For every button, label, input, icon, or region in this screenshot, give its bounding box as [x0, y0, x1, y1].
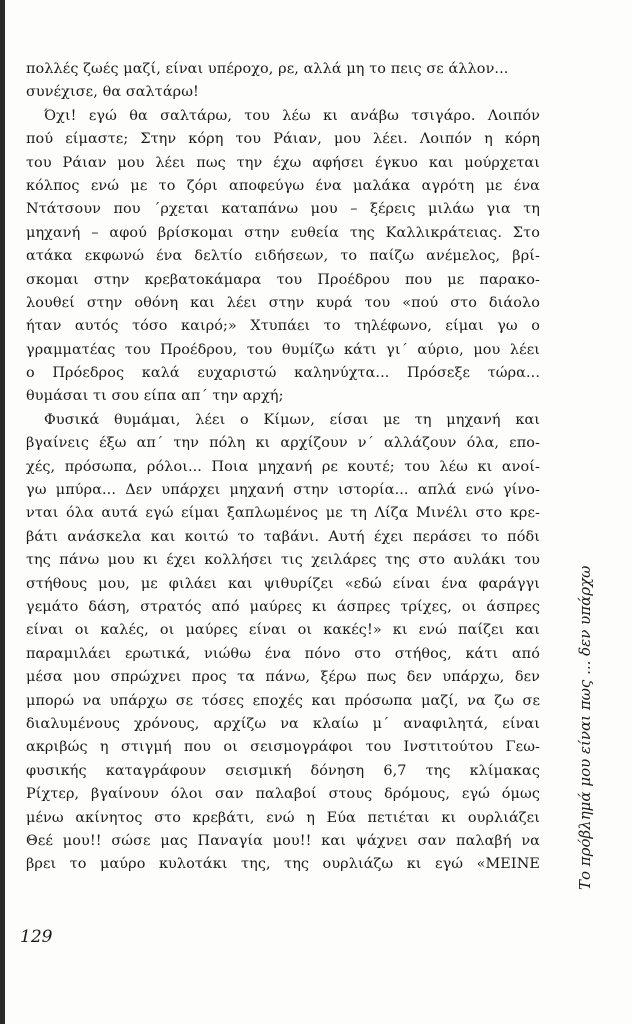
text-line: Ρίχτερ, βγαίνουν όλοι σαν παλαβοί στους δρόμους, εγώ όμως: [26, 786, 540, 803]
text-line: ο Πρόεδρος καλά ευχαριστώ καληνύχτα... Πρόσεξε τώρα...: [26, 365, 540, 382]
text-line: είναι οι καλές, οι μαύρες είναι οι κακές!» κι ενώ παίζει και: [26, 622, 540, 639]
text-line: Θεέ μου!! σώσε μας Παναγία μου!! και ψάχνει σαν παλαβή να: [26, 832, 540, 849]
text-line: συνέχισε, θα σαλτάρω!: [26, 84, 199, 101]
body-text: [26, 58, 540, 877]
text-line: βγαίνεις έξω απ΄ την πόλη κι αρχίζουν ν΄ αλλάζουν όλα, επο-: [26, 435, 540, 452]
text-line: ατάκα εκφωνώ ένα δελτίο ειδήσεων, το παίζω ανέμελος, βρί-: [26, 248, 540, 265]
page-edge-shadow: [0, 0, 5, 1024]
text-line: κόλπος ενώ με το ζόρι αποφεύγω ένα μαλάκα αγρότη με ένα: [26, 177, 540, 194]
text-line: Όχι! εγώ θα σαλτάρω, του λέω κι ανάβω τσιγάρο. Λοιπόν: [44, 107, 540, 124]
text-line: της πάνω μου κι έχει κολλήσει τις χειλάρες της στο αυλάκι του: [26, 552, 540, 569]
running-head: Το πρόβλημά μου είναι πως ... δεν υπάρχω: [576, 565, 594, 890]
text-line: λουθεί στην οθόνη και λέει στην κυρά του «πού στο διάολο: [26, 294, 540, 311]
text-line: μέσα μου σπρώχνει προς τα πάνω, ξέρω πως δεν υπάρχω, δεν: [26, 669, 540, 686]
text-line: διαλυμένους χρόνους, αρχίζω να κλαίω μ΄ αναφιλητά, είναι: [26, 715, 540, 732]
text-line: μπορώ να υπάρχω σε τόσες εποχές και πρόσωπα μαζί, να ζω σε: [26, 692, 540, 709]
text-line: πού είμαστε; Στην κόρη του Ράιαν, μου λέει. Λοιπόν η κόρη: [26, 131, 540, 148]
text-line: παραμιλάει ερωτικά, νιώθω ένα πόνο στο στήθος, κάτι από: [26, 645, 540, 662]
text-line: γω μπύρα... Δεν υπάρχει μηχανή στην ιστορία... απλά ενώ γίνο-: [26, 482, 540, 499]
text-line: μένω ακίνητος στο κρεβάτι, ενώ η Εύα πετιέται κι ουρλιάζει: [26, 809, 540, 826]
text-line: φυσικής καταγράφουν σεισμική δόνηση 6,7 της κλίμακας: [26, 762, 540, 779]
text-line: βάτι ανάσκελα και κοιτώ το ταβάνι. Αυτή έχει περάσει το πόδι: [26, 528, 540, 545]
text-line: Ντάτσουν που ΄ρχεται καταπάνω μου – ξέρεις μιλάω για τη: [26, 201, 540, 218]
text-line: γραμματέας του Προέδρου, του θυμίζω κάτι γι΄ αύριο, μου λέει: [26, 341, 540, 358]
text-line: ακριβώς η στιγμή που οι σεισμογράφοι του Ινστιτούτου Γεω-: [26, 739, 540, 756]
text-line: σκομαι στην κρεβατοκάμαρα του Προέδρου που με παρακο-: [26, 271, 540, 288]
text-line: ήταν αυτός τόσο καιρό;» Χτυπάει το τηλέφωνο, είμαι γω ο: [26, 318, 540, 335]
text-line: πολλές ζωές μαζί, είναι υπέροχο, ρε, αλλά μη το πεις σε άλλον...: [26, 61, 509, 77]
text-line: στήθους μου, με φιλάει και ψιθυρίζει «εδώ είναι ένα φαράγγι: [26, 575, 540, 592]
text-line: νται όλα αυτά εγώ είμαι ξαπλωμένος με τη Λίζα Μινέλι στο κρε-: [26, 505, 540, 522]
text-line: Φυσικά θυμάμαι, λέει ο Κίμων, είσαι με τη μηχανή και: [44, 411, 540, 428]
text-line: βρει το μαύρο κυλοτάκι της, της ουρλιάζω κι εγώ «ΜΕΙΝΕ: [26, 856, 540, 873]
text-line: του Ράιαν μου λέει πως την έχω αφήσει έγκυο και μούρχεται: [26, 154, 540, 171]
text-line: μηχανή – αφού βρίσκομαι στην ευθεία της Καλλικράτειας. Στο: [26, 224, 540, 241]
text-line: χές, πρόσωπα, ρόλοι... Ποια μηχανή ρε κουτέ; του λέω κι ανοί-: [26, 458, 540, 475]
text-line: θυμάσαι τι σου είπα απ΄ την αρχή;: [26, 388, 284, 405]
page-number: 129: [20, 927, 53, 947]
text-line: γεμάτο δάση, στρατός από μαύρες κι άσπρες τρίχες, οι άσπρες: [26, 598, 540, 615]
